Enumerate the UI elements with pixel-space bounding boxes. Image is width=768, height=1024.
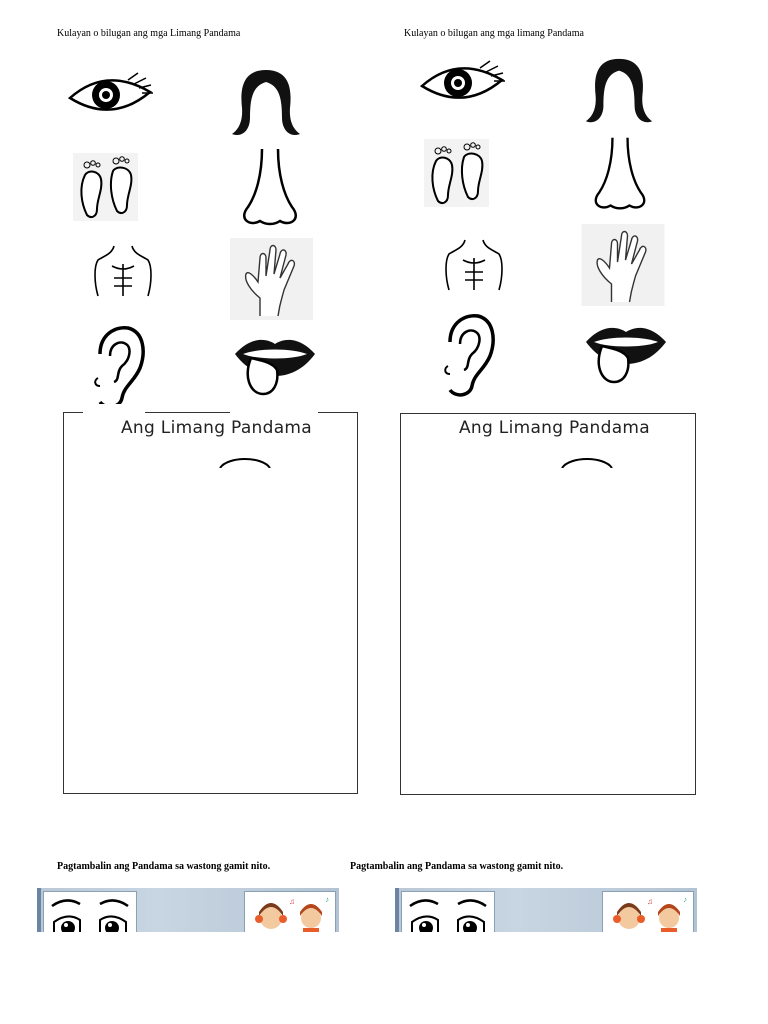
box-border-gap: [230, 404, 318, 418]
feet-icon: [424, 139, 489, 207]
hair-icon: [228, 68, 304, 140]
eyes-card: [401, 891, 495, 932]
torso-icon: [92, 242, 154, 302]
ear-icon: [86, 324, 148, 412]
hand-icon: [581, 224, 665, 306]
head-outline-icon: [560, 454, 614, 468]
eye-icon: [66, 68, 156, 120]
svg-text:♪: ♪: [325, 895, 329, 904]
left-box-title: Ang Limang Pandama: [121, 418, 313, 438]
feet-icon: [73, 153, 138, 221]
left-match-instruction: Pagtambalin ang Pandama sa wastong gamit nito.: [57, 861, 271, 872]
left-instruction: Kulayan o bilugan ang mga Limang Pandama: [57, 28, 241, 39]
left-matching-image: [37, 888, 339, 932]
listening-kids-card: [244, 891, 336, 932]
box-border-gap: [83, 404, 145, 418]
nose-icon: [230, 145, 310, 230]
right-answer-box: [400, 413, 696, 795]
strip-edge: [395, 888, 399, 932]
mouth-icon: [584, 318, 668, 392]
listening-kids-card: [602, 891, 694, 932]
torso-icon: [443, 236, 505, 296]
svg-text:♫: ♫: [647, 897, 653, 906]
right-box-title: Ang Limang Pandama: [459, 418, 651, 438]
eye-icon: [417, 56, 509, 108]
svg-text:♪: ♪: [683, 895, 687, 904]
svg-text:♫: ♫: [289, 897, 295, 906]
right-match-instruction: Pagtambalin ang Pandama sa wastong gamit nito.: [350, 861, 564, 872]
head-outline-icon: [218, 454, 272, 468]
eyes-card: [43, 891, 137, 932]
nose-icon: [580, 134, 660, 214]
hair-icon: [582, 56, 656, 128]
right-matching-image: [395, 888, 697, 932]
ear-icon: [436, 312, 498, 400]
right-instruction: Kulayan o bilugan ang mga limang Pandama: [404, 28, 584, 39]
left-answer-box: [63, 412, 358, 794]
mouth-icon: [233, 330, 317, 404]
hand-icon: [230, 238, 313, 320]
strip-edge: [37, 888, 41, 932]
